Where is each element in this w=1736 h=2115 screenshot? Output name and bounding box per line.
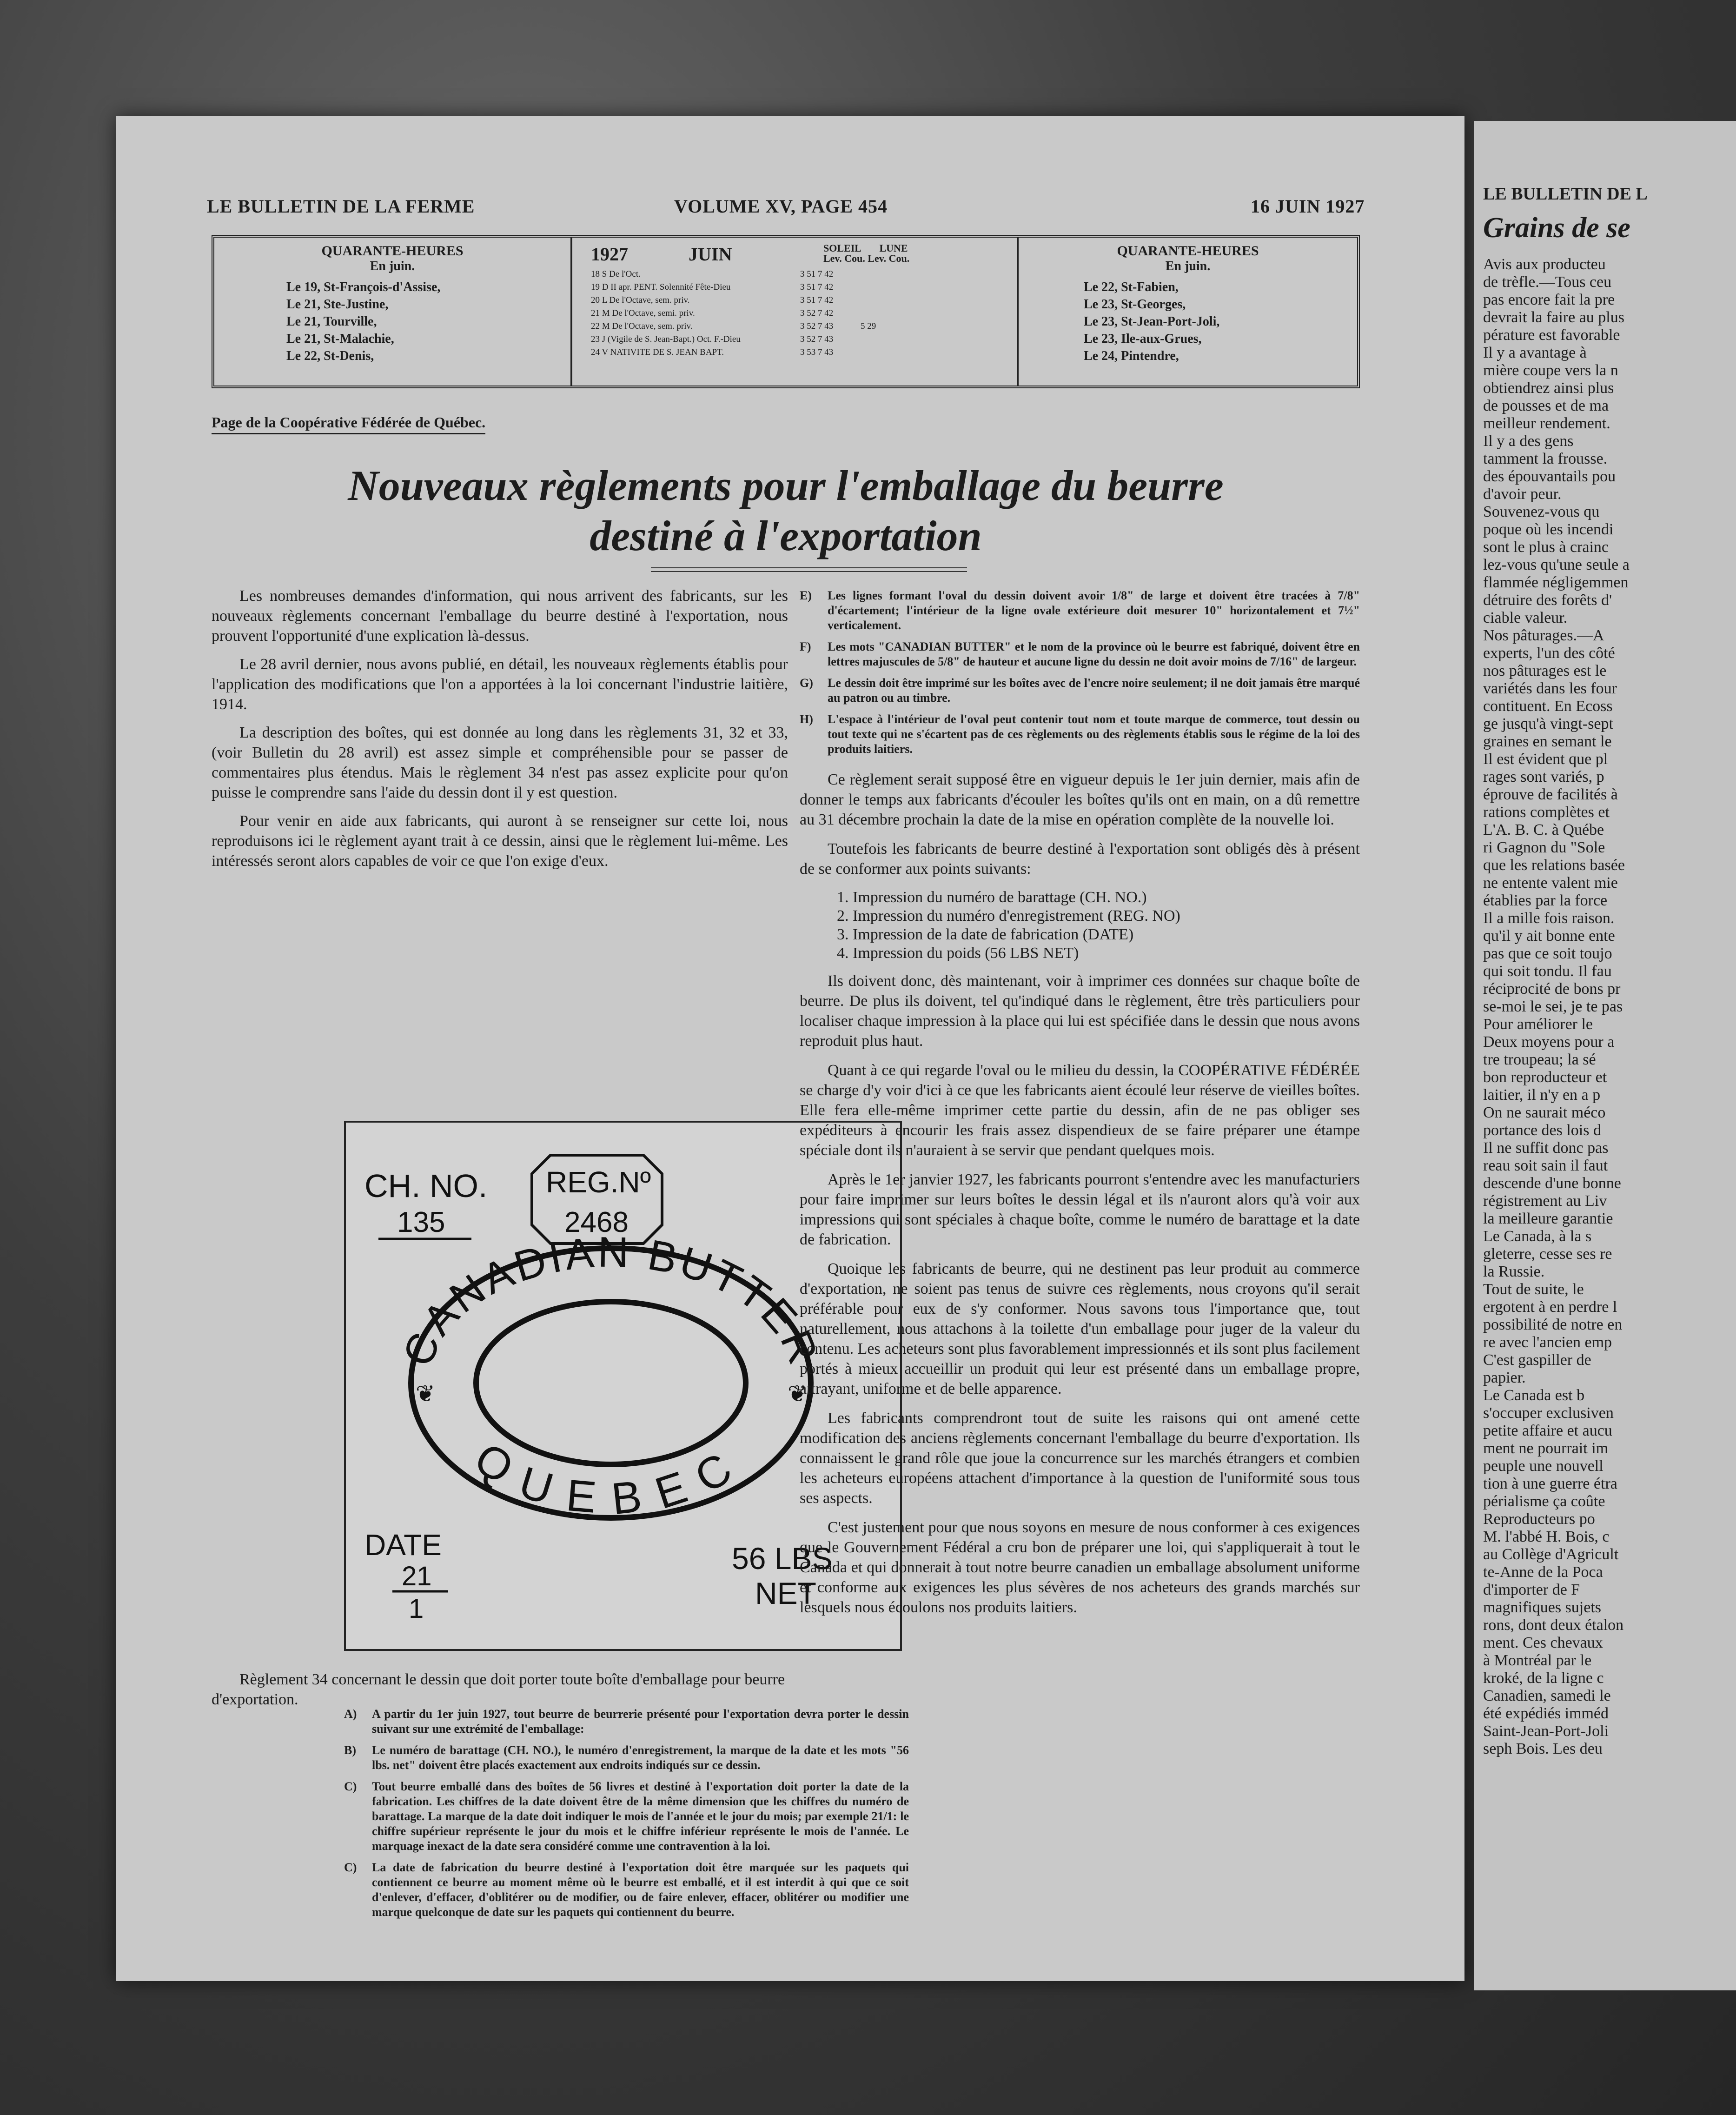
adjacent-line: d'avoir peur. [1483, 486, 1562, 503]
adjacent-line: ciable valeur. [1483, 609, 1568, 626]
adjacent-line: pas que ce soit toujo [1483, 945, 1612, 962]
adjacent-line: qu'il y ait bonne ente [1483, 927, 1615, 944]
adjacent-line: obtiendrez ainsi plus [1483, 379, 1614, 397]
adjacent-line: détruire des forêts d' [1483, 592, 1612, 609]
almanac-month: JUIN [689, 244, 732, 265]
adjacent-line: bon reproducteur et [1483, 1069, 1607, 1086]
quarante-heures-subtitle: En juin. [370, 259, 415, 273]
quarante-heures-title: QUARANTE-HEURES [321, 243, 464, 259]
adjacent-line: contituent. En Ecoss [1483, 698, 1613, 715]
adjacent-line: Il est évident que pl [1483, 751, 1608, 768]
almanac-columns [823, 243, 909, 264]
paragraph: Ce règlement serait supposé être en vigueur depuis le 1er juin dernier, mais afin de donner le temps aux fabricants d'écouler les boîtes qu'ils ont en main, on a dû remettre au 31 décembre prochain la date de la mise en opération complète de la nouvelle loi. [800, 771, 1360, 828]
adjacent-line: Deux moyens pour a [1483, 1033, 1615, 1051]
almanac-row: 23 J (Vigile de S. Jean-Bapt.) Oct. F.-Dieu 3 52 7 43 [591, 334, 834, 344]
adjacent-line: gleterre, cesse ses re [1483, 1245, 1612, 1263]
adjacent-line: nos pâturages est le [1483, 662, 1607, 679]
adjacent-line: ri Gagnon du "Sole [1483, 839, 1605, 856]
adjacent-line: Il y a avantage à [1483, 344, 1587, 361]
parish-item: Le 24, Pintendre, [1084, 349, 1179, 363]
adjacent-line: de pousses et de ma [1483, 397, 1609, 414]
adjacent-line: au Collège d'Agricult [1483, 1546, 1619, 1563]
adjacent-line: possibilité de notre en [1483, 1316, 1623, 1333]
adjacent-line: lez-vous qu'une seule a [1483, 556, 1630, 573]
parish-item: Le 23, Ile-aux-Grues, [1084, 332, 1202, 346]
adjacent-line: Pour améliorer le [1483, 1016, 1593, 1033]
parish-item: Le 21, St-Malachie, [286, 332, 394, 346]
adjacent-line: Saint-Jean-Port-Joli [1483, 1723, 1609, 1740]
adjacent-line: meilleur rendement. [1483, 415, 1610, 432]
almanac [572, 238, 1019, 386]
adjacent-line: éprouve de facilités à [1483, 786, 1618, 803]
quarante-heures-subtitle: En juin. [1165, 259, 1211, 273]
adjacent-line: ergotent à en perdre l [1483, 1298, 1617, 1316]
adjacent-line: reau soit sain il faut [1483, 1157, 1608, 1174]
quarante-heures-title: QUARANTE-HEURES [1117, 243, 1259, 259]
adjacent-line: Il y a des gens [1483, 432, 1574, 450]
list-item: 4. Impression du poids (56 LBS NET) [837, 944, 1079, 962]
ch-no-value: 135 [397, 1206, 445, 1238]
paragraph: La description des boîtes, qui est donnée au long dans les règlements 31, 32 et 33, (voir Bulletin du 28 avril) est assez simple et compréhensible pour se passer de commentaires plus étendus. Mais le règlement 34 n'est pas assez explicite pour qu'on puisse le comprendre sans l'aide du dessin dont il y est question. [212, 724, 788, 801]
adjacent-line: portance des lois d [1483, 1122, 1601, 1139]
paragraph: Après le 1er janvier 1927, les fabricants pourront s'entendre avec les manufacturiers pour faire imprimer sur leurs boîtes le dessin légal et ils n'auront alors qu'à voir aux impressions qui sont spéciales à chaque boîte, comme le numéro de barattage et la date de fabrication. [800, 1171, 1360, 1248]
lune-header: LUNE [879, 242, 908, 254]
adjacent-line: seph Bois. Les deu [1483, 1740, 1603, 1757]
adjacent-line: qui soit tondu. Il fau [1483, 963, 1612, 980]
adjacent-line: ment. Ces chevaux [1483, 1634, 1603, 1651]
adjacent-line: la meilleure garantie [1483, 1210, 1613, 1227]
adjacent-line: Il ne suffit donc pas [1483, 1139, 1609, 1157]
adjacent-page-fragment [1474, 121, 1736, 1990]
paragraph: Pour venir en aide aux fabricants, qui auront à se renseigner sur cette loi, nous reproduisons ici le règlement ayant trait à ce dessin, ainsi que le règlement lui-même. Les intéressés seront alors capables de voir ce que l'on exige d'eux. [212, 812, 788, 870]
adjacent-line: flammée négligemmen [1483, 574, 1629, 591]
adjacent-line: descende d'une bonne [1483, 1175, 1621, 1192]
almanac-row: 20 L De l'Octave, sem. priv. 3 51 7 42 [591, 295, 834, 305]
adjacent-line: été expédiés imméd [1483, 1705, 1609, 1722]
paragraph: C'est justement pour que nous soyons en mesure de nous conformer à ces exigences que le Gouvernement Fédéral a cru bon de préparer une loi, qui s'appliquerait à tout le Canada et qui donnerait à tout notre beurre canadien un emballage absolument uniforme et conforme aux exigences les plus sévères de nos acheteurs des grands marchés sur lesquels nous écoulons nos produits laitiers. [800, 1519, 1360, 1616]
adjacent-line: tamment la frousse. [1483, 450, 1608, 467]
paragraph: Les fabricants comprendront tout de suite les raisons qui ont amené cette modification des anciens règlements concernant l'emballage du beurre d'exportation. Ils connaissent le grand rôle que joue la concurrence sur les marchés étrangers et combien les acheteurs européens attachent d'importance à la question de l'uniformité sous tous ses aspects. [800, 1410, 1360, 1507]
section-label: Page de la Coopérative Fédérée de Québec. [212, 414, 485, 434]
masthead-date: 16 JUIN 1927 [1251, 196, 1365, 217]
paragraph: Toutefois les fabricants de beurre destiné à l'exportation sont obligés dès à présent de se conformer aux points suivants: [800, 840, 1360, 878]
rule-item: G) Le dessin doit être imprimé sur les boîtes avec de l'encre noire seulement; il ne doit jamais être marqué au patron ou au timbre. [800, 676, 1360, 705]
adjacent-line: sont le plus à crainc [1483, 539, 1609, 556]
diagram-caption: Règlement 34 concernant le dessin que doit porter toute boîte d'emballage pour beurre d'exportation. [212, 1671, 785, 1708]
rule-item: B) Le numéro de barattage (CH. NO.), le numéro d'enregistrement, la marque de la date et les mots "56 lbs. net" doivent être placés exactement aux endroits indiqués sur ce dessin. [344, 1743, 909, 1772]
paragraph: Quant à ce qui regarde l'oval ou le milieu du dessin, la COOPÉRATIVE FÉDÉRÉE se charge d'y voir d'ici à ce que les fabricants aient écoulé leur réserve de vieilles boîtes. Elle fera elle-même imprimer cette partie du dessin, afin de ne pas obliger ses expéditeurs à encourir les frais assez dispendieux de se faire préparer une étampe spéciale dont ils n'auraient à se servir que pendant quelques mois. [800, 1062, 1360, 1159]
quarante-heures-right [1019, 238, 1357, 386]
adjacent-line: te-Anne de la Poca [1483, 1563, 1603, 1581]
adjacent-line: pérature est favorable [1483, 326, 1620, 344]
rule-item: E) Les lignes formant l'oval du dessin doivent avoir 1/8" de large et doivent être tracées à 7/8" d'écartement; l'intérieur de la ligne ovale extérieure doit mesurer 10" horizontalement et 7½" verticalement. [800, 589, 1360, 632]
rule-item: F) Les mots "CANADIAN BUTTER" et le nom de la province où le beurre est fabriqué, doivent être en lettres majuscules de 5/8" de hauteur et aucune ligne du dessin ne doit avoir moins de 7/16" de largeur. [800, 640, 1360, 668]
paragraph: Ils doivent donc, dès maintenant, voir à imprimer ces données sur chaque boîte de beurre. De plus ils doivent, tel qu'indiqué dans le règlement, être très particuliers pour localiser chaque impression à la place qui lui est spécifiée dans le dessin que nous avons reproduit plus haut. [800, 972, 1360, 1050]
almanac-year: 1927 [591, 244, 628, 265]
adjacent-line: On ne saurait méco [1483, 1104, 1606, 1121]
list-item: 1. Impression du numéro de barattage (CH. NO.) [837, 889, 1147, 906]
adjacent-line: rages sont variés, p [1483, 768, 1604, 785]
adjacent-line: ge jusqu'à vingt-sept [1483, 715, 1613, 732]
oval-top-text: CANADIAN BUTTER [394, 1228, 828, 1373]
adjacent-line: magnifiques sujets [1483, 1599, 1602, 1616]
reg-no-value: 2468 [564, 1206, 629, 1238]
parish-item: Le 21, Ste-Justine, [286, 297, 389, 312]
lev-cou-header: Lev. Cou. Lev. Cou. [823, 253, 910, 264]
title-line-1: Nouveaux règlements pour l'emballage du beurre [348, 462, 1224, 509]
adjacent-line: re avec l'ancien emp [1483, 1334, 1612, 1351]
adjacent-line: à Montréal par le [1483, 1652, 1592, 1669]
list-item: 3. Impression de la date de fabrication (DATE) [837, 926, 1134, 943]
adjacent-line: d'importer de F [1483, 1581, 1580, 1598]
maple-leaf-icon: ❦ [416, 1381, 435, 1407]
paragraph: Quoique les fabricants de beurre, qui ne destinent pas leur produit au commerce d'exportation, ne soient pas tenus de suivre ces règlements, nous croyons qu'il serait préférable pour eux de s'y conformer. Nous savons tous l'importance que, tout naturellement, nous attachons à la toilette d'un emballage pour juger de la valeur du contenu. Les acheteurs sont plus favorablement impressionnés et ils sont plus facilement portés à mieux accueillir un produit qui leur est présenté dans un emballage propre, attrayant, uniforme et de belle apparence. [800, 1260, 1360, 1397]
title-line-2: destiné à l'exportation [590, 512, 982, 559]
adjacent-line: Nos pâturages.—A [1483, 627, 1604, 644]
reg-no-label: REG.Nº [546, 1165, 651, 1199]
masthead-center: VOLUME XV, PAGE 454 [674, 196, 888, 217]
almanac-row: 19 D II apr. PENT. Solennité Fête-Dieu 3 51 7 42 [591, 282, 834, 292]
adjacent-line: L'A. B. C. à Québe [1483, 821, 1604, 838]
rule-item: C) La date de fabrication du beurre destiné à l'exportation doit être marquée sur les paquets qui contiennent ce beurre au moment même où le beurre est emballé, et il est interdit à qui que ce soit d'enlever, d'effacer, d'oblitérer ou de modifier, ou de faire enlever, effacer, oblitérer ou modifier une marque quelconque de date sur les paquets qui contiennent du beurre. [344, 1861, 909, 1919]
adjacent-line: Il a mille fois raison. [1483, 910, 1615, 927]
adjacent-line: la Russie. [1483, 1263, 1545, 1280]
weight-line-2: NET [755, 1576, 816, 1610]
calendar-box [212, 235, 1360, 388]
paragraph: Les nombreuses demandes d'information, qui nous arrivent des fabricants, sur les nouveaux règlements concernant l'emballage du beurre destiné à l'exportation, nous prouvent l'opportunité d'une explication là-dessus. [212, 587, 788, 645]
adjacent-line: Le Canada, à la s [1483, 1228, 1592, 1245]
title-underline [651, 567, 967, 572]
almanac-row: 24 V NATIVITE DE S. JEAN BAPT. 3 53 7 43 [591, 347, 834, 357]
parish-item: Le 23, St-Georges, [1084, 297, 1186, 312]
adjacent-line: devrait la faire au plus [1483, 309, 1624, 326]
adjacent-line: peuple une nouvell [1483, 1457, 1603, 1475]
date-month: 1 [409, 1594, 424, 1624]
rule-item: H) L'espace à l'intérieur de l'oval peut contenir tout nom et toute marque de commerce, tout dessin ou tout texte qui ne s'écartent pas de ces règlements ou des règlements établis sous le régime de la loi des produits laitiers. [800, 712, 1360, 756]
oval-inner [476, 1302, 746, 1464]
adjacent-line: poque où les incendi [1483, 521, 1614, 538]
rule-item: C) Tout beurre emballé dans des boîtes de 56 livres et destiné à l'exportation doit porter la date de la fabrication. Les chiffres de la date doivent être de la même dimension que les chiffres du numéro de barattage. La marque de la date doit indiquer le mois de l'année et le jour du mois; par exemple 21/1: le chiffre supérieur représente le jour du mois et le chiffre inférieur représente le mois de l'année. Le marquage inexact de la date sera considéré comme une contravention à la loi. [344, 1780, 909, 1853]
left-column [212, 586, 788, 879]
adjacent-line: tion à une guerre étra [1483, 1475, 1617, 1492]
newspaper-page [116, 116, 1464, 1981]
almanac-row: 22 M De l'Octave, sem. priv. 3 52 7 43 5 29 [591, 321, 876, 331]
adjacent-line: ne entente valent mie [1483, 874, 1618, 891]
parish-item: Le 19, St-François-d'Assise, [286, 280, 441, 294]
adjacent-line: variétés dans les four [1483, 680, 1617, 697]
adjacent-line: experts, l'un des côté [1483, 645, 1615, 662]
adjacent-line: graines en semant le [1483, 733, 1612, 750]
adjacent-line: Avis aux producteu [1483, 256, 1606, 273]
parish-item: Le 23, St-Jean-Port-Joli, [1084, 314, 1220, 329]
adjacent-line: régistrement au Liv [1483, 1192, 1607, 1210]
weight-line-1: 56 LBS [732, 1541, 833, 1576]
adjacent-line: mière coupe vers la n [1483, 362, 1618, 379]
rules-left [344, 1707, 909, 1926]
adjacent-line: laitier, il n'y en a p [1483, 1086, 1601, 1104]
adjacent-line: que les relations basée [1483, 857, 1625, 874]
list-item: 2. Impression du numéro d'enregistrement (REG. NO) [837, 907, 1180, 924]
date-day: 21 [402, 1561, 432, 1591]
adjacent-line: établies par la force [1483, 892, 1608, 909]
adjacent-title: Grains de se [1483, 212, 1630, 244]
quarante-heures-left [214, 238, 572, 386]
adjacent-line: rons, dont deux étalon [1483, 1616, 1624, 1634]
date-label: DATE [364, 1528, 442, 1562]
adjacent-line: pas encore fait la pre [1483, 291, 1615, 308]
adjacent-line: périalisme ça coûte [1483, 1493, 1605, 1510]
paragraph: Le 28 avril dernier, nous avons publié, en détail, les nouveaux règlements établis pour l'application des modifications que l'on a apportées à la loi concernant l'industrie laitière, 1914. [212, 656, 788, 713]
adjacent-line: petite affaire et aucu [1483, 1422, 1612, 1439]
adjacent-line: Tout de suite, le [1483, 1281, 1584, 1298]
parish-item: Le 22, St-Fabien, [1084, 280, 1179, 294]
adjacent-line: se-moi le sei, je te pas [1483, 998, 1623, 1015]
adjacent-line: Souvenez-vous qu [1483, 503, 1600, 520]
rule-item: A) A partir du 1er juin 1927, tout beurre de beurrerie présenté pour l'exportation devra porter le dessin suivant sur une extrémité de l'emballage: [344, 1707, 909, 1736]
adjacent-line: des épouvantails pou [1483, 468, 1616, 485]
adjacent-line: réciprocité de bons pr [1483, 980, 1621, 998]
article-title [212, 460, 1360, 561]
adjacent-masthead: LE BULLETIN DE L [1483, 184, 1648, 204]
adjacent-line: tre troupeau; la sé [1483, 1051, 1596, 1068]
maple-leaf-icon: ❦ [788, 1381, 807, 1407]
masthead-left: LE BULLETIN DE LA FERME [207, 196, 475, 217]
adjacent-line: Canadien, samedi le [1483, 1687, 1611, 1704]
adjacent-line: s'occuper exclusiven [1483, 1404, 1614, 1422]
adjacent-line: C'est gaspiller de [1483, 1351, 1591, 1369]
requirements-list [837, 888, 1360, 963]
parish-item: Le 22, St-Denis, [286, 349, 374, 363]
parish-item: Le 21, Tourville, [286, 314, 377, 329]
adjacent-line: Reproducteurs po [1483, 1510, 1595, 1528]
adjacent-line: kroké, de la ligne c [1483, 1669, 1604, 1687]
adjacent-line: rations complètes et [1483, 804, 1610, 821]
almanac-row: 18 S De l'Oct. 3 51 7 42 [591, 269, 834, 279]
adjacent-line: Le Canada est b [1483, 1387, 1585, 1404]
soleil-header: SOLEIL [823, 242, 861, 254]
oval-bottom-text: QUEBEC [465, 1433, 756, 1524]
adjacent-column [1483, 256, 1736, 1758]
adjacent-line: M. l'abbé H. Bois, c [1483, 1528, 1610, 1545]
adjacent-line: ment ne pourrait im [1483, 1440, 1609, 1457]
adjacent-line: papier. [1483, 1369, 1526, 1386]
almanac-row: 21 M De l'Octave, semi. priv. 3 52 7 42 [591, 308, 834, 318]
adjacent-line: de trèfle.—Tous ceu [1483, 273, 1612, 291]
ch-no-label: CH. NO. [364, 1168, 488, 1204]
right-column [800, 588, 1360, 1627]
